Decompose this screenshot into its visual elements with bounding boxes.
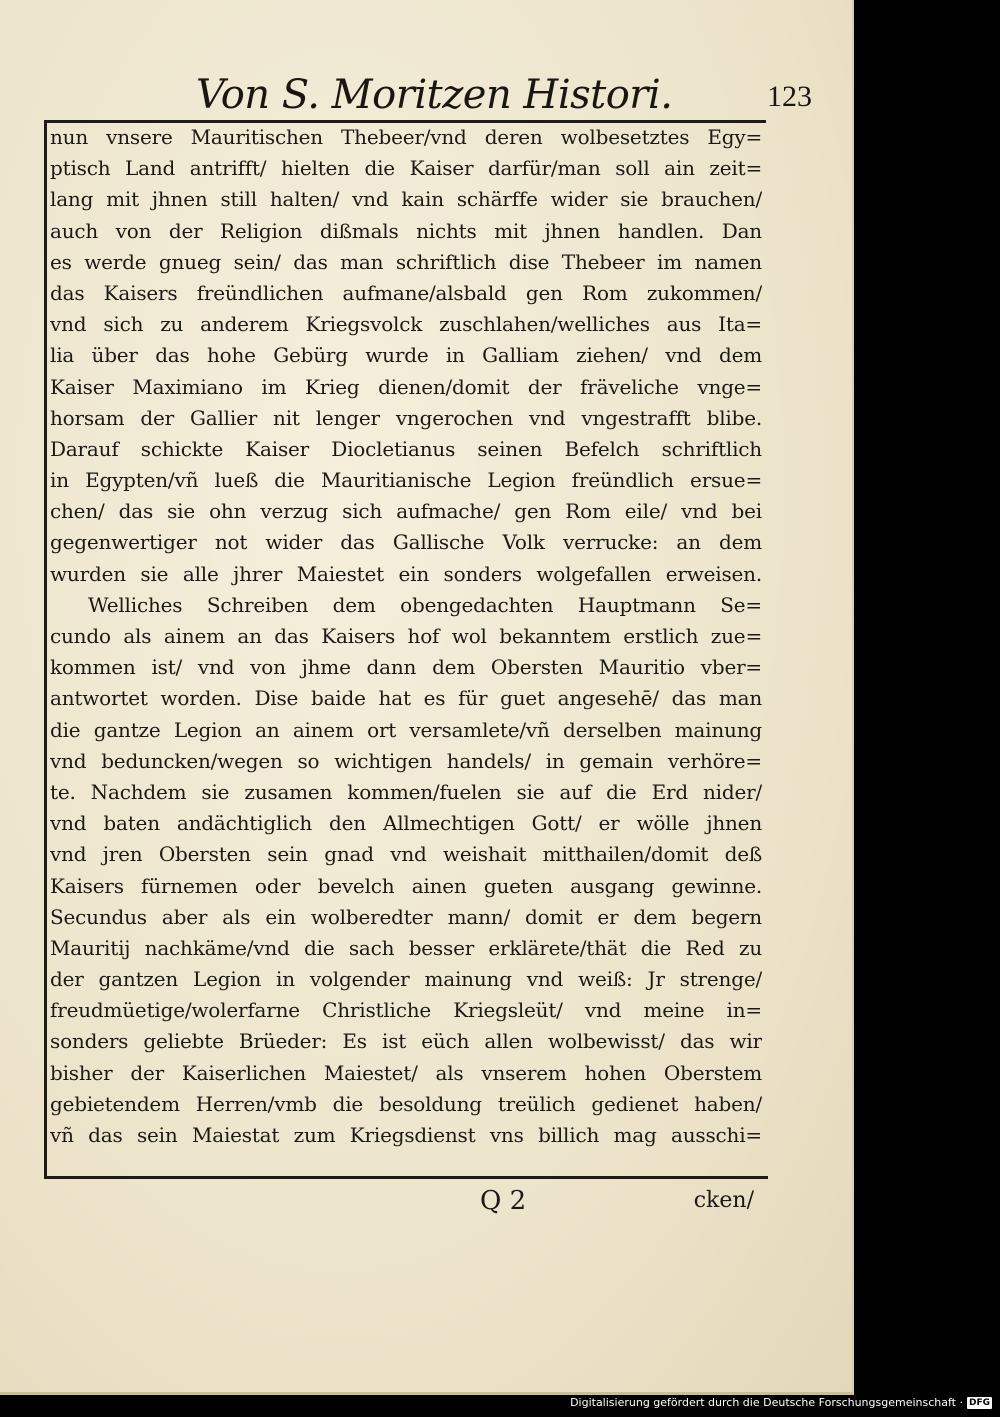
- page-number: 123: [767, 80, 812, 113]
- text-line: lia über das hohe Gebürg wurde in Galliam ziehen/ vnd dem: [50, 343, 762, 368]
- text-line: gebietendem Herren/vmb die besoldung treülich gedienet haben/: [50, 1091, 762, 1116]
- text-line: wurden sie alle jhrer Maiestet ein sonders wolgefallen erweisen.: [50, 561, 762, 586]
- text-line: es werde gnueg sein/ das man schriftlich dise Thebeer im namen: [50, 249, 762, 274]
- text-line: in Egypten/vñ lueß die Mauritianische Legion freündlich ersue=: [50, 468, 762, 493]
- running-title: Von S. Moritzen Histori.: [196, 72, 673, 118]
- text-line: Welliches Schreiben dem obengedachten Hauptmann Se=: [88, 592, 762, 617]
- text-line: vnd baten andächtiglich den Allmechtigen Gott/ er wölle jhnen: [50, 811, 762, 836]
- text-line: Kaisers fürnemen oder bevelch ainen gueten ausgang gewinne.: [50, 873, 762, 898]
- text-line: der gantzen Legion in volgender mainung vnd weiß: Jr strenge/: [50, 967, 762, 992]
- text-line: ptisch Land antrifft/ hielten die Kaiser darfür/man soll ain zeit=: [50, 156, 762, 181]
- page-footer: [50, 1184, 762, 1224]
- text-line: horsam der Gallier nit lenger vngerochen vnd vngestrafft blibe.: [50, 405, 762, 430]
- text-line: antwortet worden. Dise baide hat es für guet angesehē/ das man: [50, 686, 762, 711]
- credit-text: Digitalisierung gefördert durch die Deutsche Forschungsgemeinschaft ·: [570, 1396, 963, 1409]
- page-header: [56, 68, 816, 124]
- text-line: Secundus aber als ein wolberedter mann/ domit er dem begern: [50, 904, 762, 929]
- text-line: auch von der Religion dißmals nichts mit jhnen handlen. Dan: [50, 218, 762, 243]
- signature-mark: Q 2: [480, 1186, 527, 1216]
- text-line: nun vnsere Mauritischen Thebeer/vnd deren wolbesetztes Egy=: [50, 125, 762, 149]
- text-line: freudmüetige/wolerfarne Christliche Kriegsleüt/ vnd meine in=: [50, 998, 762, 1023]
- text-line: vnd sich zu anderem Kriegsvolck zuschlahen/welliches aus Ita=: [50, 312, 762, 337]
- digitization-credit: [570, 1396, 992, 1409]
- text-line: vnd beduncken/wegen so wichtigen handels/ in gemain verhöre=: [50, 748, 762, 773]
- text-line: bisher der Kaiserlichen Maiestet/ als vnserem hohen Oberstem: [50, 1060, 762, 1085]
- catchword: cken/: [693, 1188, 754, 1213]
- text-line: das Kaisers freündlichen aufmane/alsbald gen Rom zukommen/: [50, 280, 762, 305]
- text-line: vnd jren Obersten sein gnad vnd weishait mitthailen/domit deß: [50, 842, 762, 867]
- text-line: Darauf schickte Kaiser Diocletianus seinen Befelch schriftlich: [50, 436, 762, 461]
- text-line: chen/ das sie ohn verzug sich aufmache/ gen Rom eile/ vnd bei: [50, 499, 762, 524]
- text-line: Mauritij nachkäme/vnd die sach besser erklärete/thät die Red zu: [50, 935, 762, 960]
- body-text: [50, 122, 762, 1151]
- text-line: die gantze Legion an ainem ort versamlete/vñ derselben mainung: [50, 717, 762, 742]
- text-line: sonders geliebte Brüeder: Es ist eüch allen wolbewisst/ das wir: [50, 1029, 762, 1054]
- dfg-logo-icon: DFG: [968, 1397, 990, 1408]
- text-line: Kaiser Maximiano im Krieg dienen/domit der fräveliche vnge=: [50, 374, 762, 399]
- text-line: gegenwertiger not wider das Gallische Volk verrucke: an dem: [50, 530, 762, 555]
- text-line: lang mit jhnen still halten/ vnd kain schärffe wider sie brauchen/: [50, 187, 762, 212]
- left-rule: [44, 120, 47, 1178]
- bottom-rule: [44, 1176, 768, 1179]
- text-line: vñ das sein Maiestat zum Kriegsdienst vns billich mag ausschi=: [50, 1123, 762, 1147]
- text-line: te. Nachdem sie zusamen kommen/fuelen sie auf die Erd nider/: [50, 779, 762, 804]
- text-line: cundo als ainem an das Kaisers hof wol bekanntem erstlich zue=: [50, 624, 762, 648]
- text-line: kommen ist/ vnd von jhme dann dem Obersten Mauritio vber=: [50, 655, 762, 680]
